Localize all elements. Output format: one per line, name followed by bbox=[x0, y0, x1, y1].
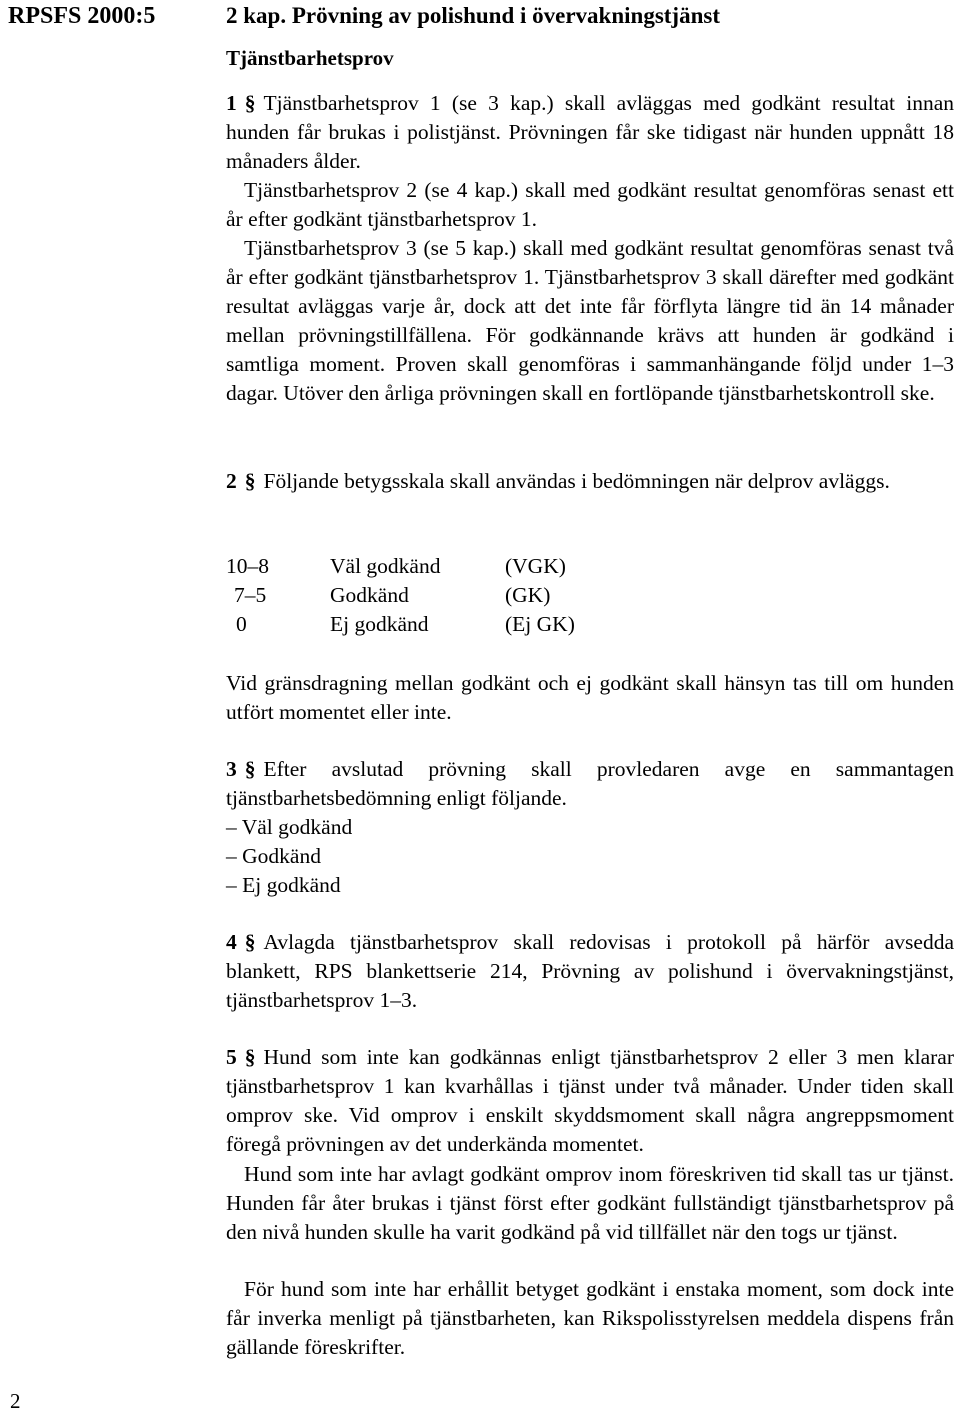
grade-abbreviation: (VGK) bbox=[505, 554, 566, 578]
paragraph-text: Hund som inte kan godkännas enligt tjänstbarhetsprov 2 eller 3 men klarar tjänstbarhetsprov 1 kan kvarhållas i tjänst under två månader. Under tiden skall omprov ske. Vid omprov i enskilt skyddsmoment skall några angreppsmoment föregå prövningen av det underkända momentet. bbox=[226, 1045, 954, 1156]
section-number: 3 bbox=[226, 757, 237, 781]
series-designation: RPSFS 2000:5 bbox=[8, 3, 156, 29]
section-sign: § bbox=[244, 91, 256, 115]
left-margin bbox=[0, 0, 206, 1414]
list-item: – Ej godkänd bbox=[226, 873, 341, 897]
section-number: 5 bbox=[226, 1045, 237, 1069]
grade-row bbox=[226, 610, 575, 639]
section-number: 1 bbox=[226, 91, 237, 115]
page-number: 2 bbox=[10, 1389, 21, 1413]
paragraph-text: Följande betygsskala skall användas i bedömningen när delprov avläggs. bbox=[263, 469, 890, 493]
grade-label: Ej godkänd bbox=[330, 612, 429, 636]
assessment-list bbox=[226, 813, 352, 900]
section-4-paragraph-1 bbox=[226, 928, 954, 1015]
section-5-paragraph-3: För hund som inte har erhållit betyget godkänt i enstaka moment, som dock inte får inverka menligt på tjänstbarheten, kan Rikspolisstyrelsen meddela dispens från gällande föreskrifter. bbox=[226, 1277, 954, 1359]
section-sign: § bbox=[244, 930, 256, 954]
section-number: 2 bbox=[226, 469, 237, 493]
grade-row bbox=[226, 581, 575, 610]
grade-score: 0 bbox=[236, 612, 247, 636]
list-item: – Godkänd bbox=[226, 844, 321, 868]
section-1-paragraph-1 bbox=[226, 89, 954, 176]
paragraph-text: Avlagda tjänstbarhetsprov skall redovisas i protokoll på härför avsedda blankett, RPS blankettserie 214, Prövning av polishund i övervakningstjänst, tjänstbarhetsprov 1–3. bbox=[226, 930, 954, 1012]
grade-label: Väl godkänd bbox=[330, 554, 441, 578]
section-5-paragraph-2: Hund som inte har avlagt godkänt omprov inom föreskriven tid skall tas ur tjänst. Hunden får åter brukas i tjänst först efter godkänt fullständigt tjänstbarhetsprov på den nivå hunden skulle ha varit godkänd på vid tillfället när den togs ur tjänst. bbox=[226, 1162, 954, 1244]
list-item: – Väl godkänd bbox=[226, 815, 353, 839]
grading-scale-table bbox=[226, 552, 575, 639]
grade-abbreviation: (Ej GK) bbox=[505, 612, 575, 636]
section-number: 4 bbox=[226, 930, 237, 954]
document-body bbox=[226, 0, 954, 1359]
grade-row bbox=[226, 552, 575, 581]
section-sign: § bbox=[244, 1045, 256, 1069]
chapter-heading: 2 kap. Prövning av polishund i övervakningstjänst bbox=[226, 3, 720, 28]
section-5-paragraph-1 bbox=[226, 1043, 954, 1159]
grade-score: 7–5 bbox=[234, 583, 267, 607]
grade-score: 10–8 bbox=[226, 554, 269, 578]
section-1-paragraph-2: Tjänstbarhetsprov 2 (se 4 kap.) skall med godkänt resultat genomföras senast ett år efter godkänt tjänstbarhetsprov 1. bbox=[226, 178, 954, 231]
section-sign: § bbox=[244, 757, 256, 781]
section-2-paragraph-2: Vid gränsdragning mellan godkänt och ej godkänt skall hänsyn tas till om hunden utfört momentet eller inte. bbox=[226, 671, 954, 724]
section-title: Tjänstbarhetsprov bbox=[226, 46, 394, 70]
section-1-paragraph-3: Tjänstbarhetsprov 3 (se 5 kap.) skall med godkänt resultat genomföras senast två år efter godkänt tjänstbarhetsprov 1. Tjänstbarhetsprov 3 skall därefter med godkänt resultat avläggas varje år, dock att det inte får förflyta längre tid än 14 månader mellan prövningstillfällena. För godkännande krävs att hunden är godkänd i samtliga moment. Proven skall genomföras i sammanhängande följd under 1–3 dagar. Utöver den årliga prövningen skall en fortlöpande tjänstbarhetskontroll ske. bbox=[226, 236, 954, 405]
section-2-paragraph-1 bbox=[226, 467, 954, 496]
paragraph-text: Efter avslutad prövning skall provledaren avge en sammantagen tjänstbarhetsbedömning enligt följande. bbox=[226, 757, 954, 810]
section-sign: § bbox=[244, 469, 256, 493]
grade-label: Godkänd bbox=[330, 583, 409, 607]
grade-abbreviation: (GK) bbox=[505, 583, 551, 607]
section-3-paragraph-1 bbox=[226, 755, 954, 813]
paragraph-text: Tjänstbarhetsprov 1 (se 3 kap.) skall avläggas med godkänt resultat innan hunden får brukas i polistjänst. Prövningen får ske tidigast när hunden uppnått 18 månaders ålder. bbox=[226, 91, 954, 173]
